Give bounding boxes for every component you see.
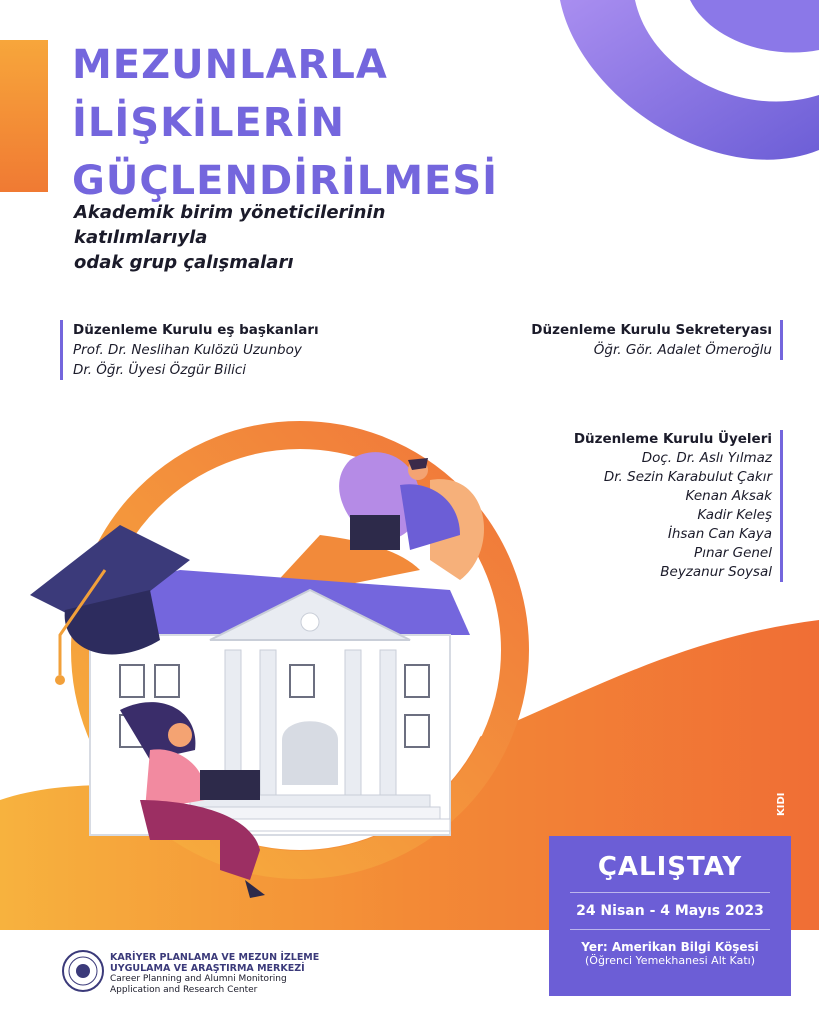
event-divider xyxy=(570,929,770,930)
event-location: Yer: Amerikan Bilgi Köşesi xyxy=(581,940,759,954)
member-name: Doç. Dr. Aslı Yılmaz xyxy=(641,450,772,466)
organizer-name-tr: KARİYER PLANLAMA VE MEZUN İZLEME xyxy=(110,952,320,963)
secretariat-block xyxy=(531,320,783,360)
cochairs-block xyxy=(60,320,319,380)
organizer-name-en: Career Planning and Alumni Monitoring xyxy=(110,974,287,984)
secretariat-heading: Düzenleme Kurulu Sekreteryası xyxy=(531,322,772,338)
event-location-note: (Öğrenci Yemekhanesi Alt Katı) xyxy=(585,954,755,967)
cochair-name: Dr. Öğr. Üyesi Özgür Bilici xyxy=(73,362,246,378)
subtitle-line: katılımlarıyla xyxy=(74,227,208,248)
cochair-name: Prof. Dr. Neslihan Kulözü Uzunboy xyxy=(73,342,302,358)
subtitle-line: odak grup çalışmaları xyxy=(74,252,294,273)
event-info-box xyxy=(549,836,791,996)
member-name: Beyzanur Soysal xyxy=(660,564,772,580)
title-line: İLİŞKİLERİN xyxy=(72,100,345,146)
cochairs-heading: Düzenleme Kurulu eş başkanları xyxy=(73,322,319,338)
title-line: GÜÇLENDİRİLMESİ xyxy=(72,158,499,204)
university-illustration xyxy=(20,440,530,910)
member-name: Dr. Sezin Karabulut Çakır xyxy=(603,469,772,485)
member-name: Kenan Aksak xyxy=(685,488,772,504)
member-name: Kadir Keleş xyxy=(697,507,772,523)
organizer-name xyxy=(110,952,319,996)
event-divider xyxy=(570,892,770,893)
event-dates: 24 Nisan - 4 Mayıs 2023 xyxy=(576,903,764,919)
organizer-name-tr: UYGULAMA VE ARAŞTIRMA MERKEZİ xyxy=(110,963,305,974)
members-block xyxy=(574,430,783,582)
secretariat-name: Öğr. Gör. Adalet Ömeroğlu xyxy=(593,342,772,358)
member-name: İhsan Can Kaya xyxy=(667,526,772,542)
subtitle xyxy=(74,200,494,275)
members-heading: Düzenleme Kurulu Üyeleri xyxy=(573,431,772,447)
university-seal-logo xyxy=(62,950,104,992)
kidi-brand-text: KİDİ xyxy=(776,792,787,816)
left-accent-bar xyxy=(0,40,48,192)
page-title xyxy=(72,36,592,210)
subtitle-line: Akademik birim yöneticilerinin xyxy=(74,202,386,223)
event-title: ÇALIŞTAY xyxy=(597,852,743,882)
organizer-name-en: Application and Research Center xyxy=(110,985,258,995)
title-line: MEZUNLARLA xyxy=(72,42,388,88)
member-name: Pınar Genel xyxy=(694,545,772,561)
kidi-brand-mark xyxy=(776,690,800,820)
